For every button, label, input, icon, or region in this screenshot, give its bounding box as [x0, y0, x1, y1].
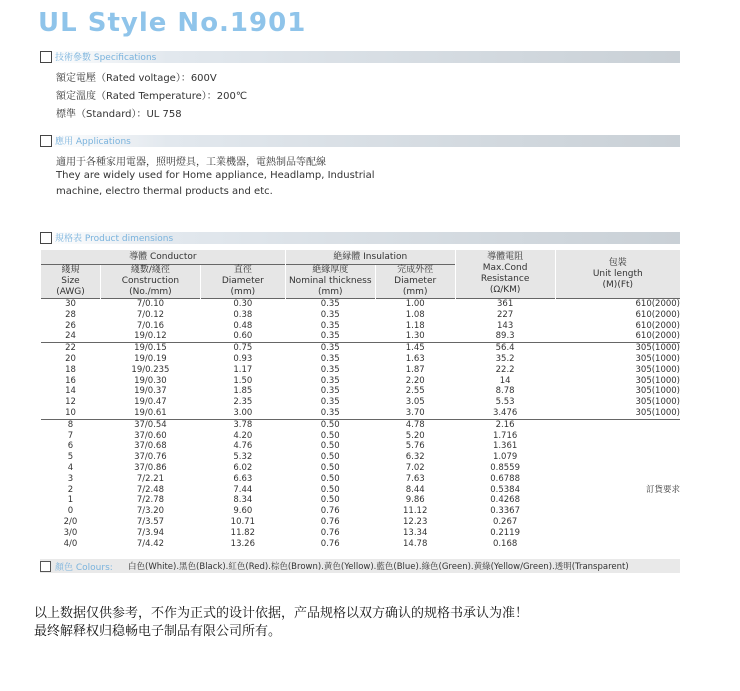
nominal-thickness-cell: 0.76 [320, 516, 340, 527]
spec-standard: 標準（Standard）：UL 758 [56, 109, 182, 120]
construction-cell: 37/0.60 [134, 430, 167, 441]
unit-length-cell: 610(2000) [635, 320, 680, 331]
unit-length-cell: 610(2000) [635, 309, 680, 320]
construction-cell: 7/0.12 [136, 309, 165, 320]
outer-diameter-cell: 6.32 [405, 452, 425, 463]
table-row [41, 495, 681, 506]
diameter-cell: 1.85 [233, 386, 253, 397]
construction-cell: 19/0.19 [134, 353, 167, 364]
diameter-cell: 3.78 [200, 419, 285, 430]
resistance-cell: 8.78 [495, 386, 515, 397]
size-cell: 3 [67, 473, 74, 484]
unit-length-header: 包裝 Unit length (M)(Ft) [555, 250, 680, 299]
resistance-cell: 0.2119 [490, 527, 520, 538]
outer-diameter-cell: 3.05 [405, 397, 425, 408]
diameter-cell: 11.82 [230, 527, 255, 538]
unit-length-cell [555, 506, 680, 517]
unit-length-cell: 305(1000) [635, 386, 680, 397]
diameter-cell: 13.26 [230, 538, 255, 549]
checkbox-icon [40, 561, 51, 572]
table-row [41, 419, 681, 430]
table-row [41, 354, 681, 365]
unit-length-cell [555, 419, 680, 430]
unit-length-cell: 610(2000) [555, 299, 680, 310]
nominal-thickness-cell: 0.35 [285, 343, 375, 354]
table-row [41, 376, 681, 387]
outer-diameter-cell: 7.63 [405, 473, 425, 484]
application-line-en-2: machine, electro thermal products and etc. [56, 186, 273, 197]
unit-length-cell: 305(1000) [555, 343, 680, 354]
checkbox-icon [40, 51, 52, 63]
diameter-cell: 6.63 [233, 473, 253, 484]
size-cell: 0 [67, 506, 74, 517]
nominal-thickness-cell: 0.50 [320, 484, 340, 495]
resistance-cell: 22.2 [495, 364, 515, 375]
resistance-cell: 227 [497, 309, 514, 320]
resistance-cell: 14 [499, 375, 511, 386]
colours-bar [40, 559, 680, 573]
construction-cell: 7/3.20 [136, 506, 165, 517]
unit-length-cell [555, 539, 680, 550]
nominal-thickness-cell: 0.35 [320, 353, 340, 364]
outer-diameter-cell: 11.12 [403, 506, 428, 517]
construction-cell: 37/0.68 [134, 441, 167, 452]
resistance-cell: 143 [497, 320, 514, 331]
application-line-zh: 適用于各種家用電器，照明燈具，工業機器，電熱制品等配線 [56, 157, 326, 168]
copyright-note: 最终解释权归稳畅电子制品有限公司所有。 [34, 624, 282, 639]
table-row [41, 463, 681, 474]
size-cell: 14 [65, 386, 76, 397]
table-row [41, 397, 681, 408]
outer-diameter-cell: 8.44 [405, 484, 425, 495]
table-body [41, 299, 681, 550]
dimensions-table [40, 250, 680, 549]
table-row [41, 506, 681, 517]
construction-cell: 37/0.76 [134, 452, 167, 463]
outer-diameter-cell: 2.55 [405, 386, 425, 397]
outer-diameter-cell: 12.23 [403, 516, 428, 527]
table-row [41, 343, 681, 354]
unit-length-cell [555, 517, 680, 528]
size-cell: 20 [65, 353, 76, 364]
spec-temperature: 額定溫度（Rated Temperature）：200℃ [56, 91, 248, 102]
diameter-cell: 1.50 [233, 375, 253, 386]
size-cell: 6 [67, 441, 74, 452]
construction-cell: 7/3.94 [136, 527, 165, 538]
size-cell: 16 [65, 375, 76, 386]
construction-cell: 19/0.235 [131, 364, 170, 375]
diameter-cell: 1.17 [233, 364, 253, 375]
unit-length-cell: 305(1000) [635, 397, 680, 408]
construction-cell: 7/2.78 [136, 495, 165, 506]
application-line-en-1: They are widely used for Home appliance, Headlamp, Industrial [56, 170, 375, 181]
size-cell: 4 [67, 462, 74, 473]
conductor-group-header: 導體 Conductor [41, 250, 286, 265]
spec-voltage: 額定電壓（Rated voltage）：600V [56, 73, 217, 84]
construction-cell: 7/0.16 [136, 320, 165, 331]
outer-diameter-cell: 3.70 [405, 407, 425, 418]
table-row [41, 485, 681, 496]
checkbox-icon [40, 135, 52, 147]
disclaimer-note: 以上数据仅供参考，不作为正式的设计依据，产品规格以双方确认的规格书承认为准！ [34, 606, 529, 621]
size-cell: 12 [65, 397, 76, 408]
table-row [41, 365, 681, 376]
unit-length-cell: 610(2000) [635, 331, 680, 342]
nominal-thickness-cell: 0.35 [320, 375, 340, 386]
nominal-thickness-cell: 0.50 [320, 452, 340, 463]
outer-diameter-cell: 1.08 [405, 309, 425, 320]
diameter-cell: 0.75 [200, 343, 285, 354]
nominal-thickness-cell: 0.76 [320, 506, 340, 517]
table-row [41, 441, 681, 452]
outer-diameter-cell: 1.87 [405, 364, 425, 375]
unit-length-cell: 305(1000) [635, 375, 680, 386]
table-row [41, 310, 681, 321]
checkbox-icon [40, 232, 52, 244]
outer-diameter-cell: 13.34 [403, 527, 428, 538]
nominal-thickness-cell: 0.50 [320, 473, 340, 484]
resistance-cell: 1.361 [492, 441, 518, 452]
outer-diameter-cell: 1.63 [405, 353, 425, 364]
specifications-header [40, 51, 680, 63]
construction-cell: 7/4.42 [136, 538, 165, 549]
diameter-cell: 0.38 [233, 309, 253, 320]
construction-cell: 7/2.48 [136, 484, 165, 495]
diameter-cell: 7.44 [233, 484, 253, 495]
construction-cell: 19/0.12 [134, 331, 167, 342]
specifications-label: 技術參數 Specifications [55, 53, 157, 63]
nominal-thickness-cell: 0.35 [320, 309, 340, 320]
diameter-cell: 2.35 [233, 397, 253, 408]
outer-diameter-cell: 5.20 [405, 430, 425, 441]
resistance-cell: 35.2 [495, 353, 515, 364]
table-row [41, 321, 681, 332]
outer-diameter-cell: 9.86 [405, 495, 425, 506]
insulation-group-header: 絶縁體 Insulation [285, 250, 455, 265]
diameter-cell: 3.00 [233, 407, 253, 418]
resistance-cell: 0.5384 [490, 484, 520, 495]
unit-length-cell [555, 452, 680, 463]
size-cell: 24 [65, 331, 76, 342]
diameter-cell: 4.20 [233, 430, 253, 441]
unit-length-cell [555, 528, 680, 539]
resistance-cell: 2.16 [455, 419, 555, 430]
resistance-cell: 0.6788 [490, 473, 520, 484]
construction-header: 綫數/綫徑 Construction (No./mm) [100, 265, 200, 299]
unit-length-cell [555, 441, 680, 452]
resistance-cell: 5.53 [495, 397, 515, 408]
nominal-thickness-cell: 0.35 [320, 331, 340, 342]
nominal-thickness-cell: 0.35 [320, 364, 340, 375]
diameter-cell: 6.02 [233, 462, 253, 473]
construction-cell: 7/0.10 [100, 299, 200, 310]
construction-cell: 7/3.57 [136, 516, 165, 527]
nominal-thickness-cell: 0.35 [285, 299, 375, 310]
outer-diameter-cell: 7.02 [405, 462, 425, 473]
outer-diameter-header: 完成外徑 Diameter (mm) [375, 265, 455, 299]
nominal-thickness-cell: 0.50 [320, 430, 340, 441]
unit-length-cell [555, 431, 680, 442]
resistance-cell: 0.3367 [490, 506, 520, 517]
resistance-cell: 0.8559 [490, 462, 520, 473]
resistance-cell: 0.4268 [490, 495, 520, 506]
unit-length-cell [555, 463, 680, 474]
outer-diameter-cell: 1.45 [375, 343, 455, 354]
applications-header [40, 135, 680, 147]
size-cell: 22 [41, 343, 101, 354]
construction-cell: 19/0.30 [134, 375, 167, 386]
outer-diameter-cell: 2.20 [405, 375, 425, 386]
size-header: 綫規 Size (AWG) [41, 265, 101, 299]
size-cell: 2 [67, 484, 74, 495]
nominal-thickness-cell: 0.76 [320, 538, 340, 549]
unit-length-cell [555, 495, 680, 506]
table-row [41, 331, 681, 342]
unit-length-cell: 305(1000) [635, 353, 680, 364]
diameter-cell: 4.76 [233, 441, 253, 452]
diameter-cell: 0.48 [233, 320, 253, 331]
nominal-thickness-cell: 0.76 [320, 527, 340, 538]
size-cell: 8 [41, 419, 101, 430]
dimensions-header [40, 232, 680, 244]
size-cell: 4/0 [63, 538, 78, 549]
applications-label: 應用 Applications [55, 137, 131, 147]
outer-diameter-cell: 1.30 [405, 331, 425, 342]
diameter-cell: 0.60 [233, 331, 253, 342]
resistance-cell: 56.4 [455, 343, 555, 354]
nominal-thickness-header: 絶緣厚度 Nominal thickness (mm) [285, 265, 375, 299]
construction-cell: 19/0.15 [100, 343, 200, 354]
table-row [41, 386, 681, 397]
nominal-thickness-cell: 0.50 [285, 419, 375, 430]
size-cell: 1 [67, 495, 74, 506]
size-cell: 28 [65, 309, 76, 320]
colours-label: 顏色 Colours: [55, 563, 113, 573]
outer-diameter-cell: 14.78 [403, 538, 428, 549]
resistance-cell: 0.168 [492, 538, 518, 549]
outer-diameter-cell: 1.18 [405, 320, 425, 331]
diameter-cell: 9.60 [233, 506, 253, 517]
nominal-thickness-cell: 0.50 [320, 441, 340, 452]
nominal-thickness-cell: 0.35 [320, 320, 340, 331]
table-row [41, 452, 681, 463]
construction-cell: 7/2.21 [136, 473, 165, 484]
table-row [41, 408, 681, 419]
diameter-cell: 8.34 [233, 495, 253, 506]
nominal-thickness-cell: 0.50 [320, 495, 340, 506]
table-row [41, 299, 681, 310]
construction-cell: 19/0.61 [134, 407, 167, 418]
construction-cell: 19/0.37 [134, 386, 167, 397]
table-row [41, 539, 681, 550]
resistance-cell: 1.716 [492, 430, 518, 441]
table-row [41, 431, 681, 442]
outer-diameter-cell: 4.78 [375, 419, 455, 430]
table-row [41, 517, 681, 528]
resistance-header: 導體電阻 Max.Cond Resistance (Ω/KM) [455, 250, 555, 299]
diameter-cell: 0.30 [200, 299, 285, 310]
size-cell: 7 [67, 430, 74, 441]
size-cell: 18 [65, 364, 76, 375]
colours-values: 白色(White).黑色(Black).紅色(Red).棕色(Brown).黄色(Yellow).藍色(Blue).綠色(Green).黄綠(Yellow/Green).透明(Transparent) [128, 562, 629, 572]
nominal-thickness-cell: 0.35 [320, 407, 340, 418]
dimensions-label: 規格表 Product dimensions [55, 234, 174, 244]
unit-length-cell [555, 474, 680, 485]
diameter-header: 直徑 Diameter (mm) [200, 265, 285, 299]
resistance-cell: 89.3 [495, 331, 515, 342]
size-cell: 3/0 [63, 527, 78, 538]
nominal-thickness-cell: 0.35 [320, 397, 340, 408]
resistance-cell: 0.267 [492, 516, 518, 527]
construction-cell: 37/0.54 [100, 419, 200, 430]
unit-length-cell: 305(1000) [635, 364, 680, 375]
construction-cell: 19/0.47 [134, 397, 167, 408]
table-row [41, 474, 681, 485]
outer-diameter-cell: 5.76 [405, 441, 425, 452]
construction-cell: 37/0.86 [134, 462, 167, 473]
size-cell: 26 [65, 320, 76, 331]
diameter-cell: 0.93 [233, 353, 253, 364]
page-title: UL Style No.1901 [38, 8, 307, 38]
unit-length-cell: 305(1000) [635, 407, 680, 418]
size-cell: 10 [65, 407, 76, 418]
resistance-cell: 3.476 [492, 407, 518, 418]
diameter-cell: 5.32 [233, 452, 253, 463]
resistance-cell: 1.079 [492, 452, 518, 463]
nominal-thickness-cell: 0.35 [320, 386, 340, 397]
resistance-cell: 361 [455, 299, 555, 310]
diameter-cell: 10.71 [230, 516, 255, 527]
unit-length-cell: 訂貨要求 [645, 484, 680, 495]
size-cell: 2/0 [63, 516, 78, 527]
size-cell: 5 [67, 452, 74, 463]
nominal-thickness-cell: 0.50 [320, 462, 340, 473]
size-cell: 30 [41, 299, 101, 310]
outer-diameter-cell: 1.00 [375, 299, 455, 310]
table-row [41, 528, 681, 539]
